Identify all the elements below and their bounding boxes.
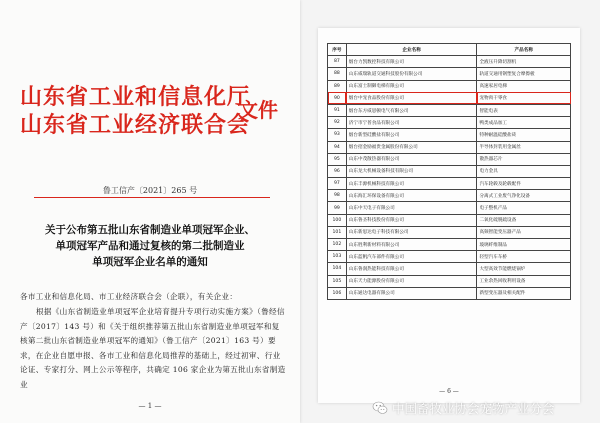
- table-row-highlighted: [328, 92, 571, 104]
- row-index: 102: [328, 239, 347, 251]
- header-company: 企业名称: [346, 44, 477, 56]
- row-index: 96: [328, 165, 347, 177]
- table-row: [328, 275, 571, 287]
- body-paragraph: 根据《山东省制造业单项冠军企业培育提升专项行动实施方案》（鲁经信产〔2017〕143 号）和《关于组织推荐第五批山东省制造业单项冠军和复核第二批山东省制造业单项冠军的通知》（鲁工信产〔2021〕163 号）要求，在企业自愿申报、各市工业和信息化局推荐的基础上，经过初审、行业论证、专家打分、网上公示等程序，共确定 106 家企业为第五批山东省制造业: [20, 307, 286, 389]
- row-company: 烟台力凯数控科技有限公司: [346, 56, 477, 68]
- row-product: 特种耐温硅酸盐砖: [477, 129, 571, 141]
- page-number-right: — 6 —: [439, 388, 459, 395]
- wechat-icon: [372, 400, 388, 416]
- document-header: [20, 84, 290, 144]
- row-company: 山东中天电子有限公司: [346, 202, 477, 214]
- table-row: [328, 226, 571, 238]
- table-row: [328, 80, 571, 92]
- row-product: 玻璃纤维制品: [477, 239, 571, 251]
- table-row: [328, 104, 571, 116]
- row-company: 山东丰源机械科技有限公司: [346, 178, 477, 190]
- row-index: 88: [328, 68, 347, 80]
- row-product: 高速家居电梯: [477, 80, 571, 92]
- row-index: 90: [328, 92, 347, 104]
- row-index: 91: [328, 104, 347, 116]
- table-row: [328, 165, 571, 177]
- row-product: 工业余热回收利用设备: [477, 275, 571, 287]
- row-product: 高频智能变压器产品: [477, 226, 571, 238]
- row-index: 100: [328, 214, 347, 226]
- row-index: 101: [328, 226, 347, 238]
- row-company: 烟台中宠食品股份有限公司: [346, 92, 477, 104]
- row-product: 半导体封装用金属丝: [477, 141, 571, 153]
- row-product: 电子整机产品: [477, 202, 571, 214]
- document-title-line-2: 单项冠军产品和通过复核的第二批制造业: [55, 240, 245, 252]
- row-index: 106: [328, 287, 347, 299]
- header-product: 产品名称: [477, 44, 571, 56]
- row-company: 山东天力能源股份有限公司: [346, 275, 477, 287]
- row-index: 104: [328, 263, 347, 275]
- row-company: 济宁市宁普食品有限公司: [346, 117, 477, 129]
- document-title-line-3: 单项冠军企业名单的通知: [92, 256, 208, 268]
- table-row: [328, 287, 571, 299]
- salutation: 各市工业和信息化局、市工业经济联合会（企联），有关企业：: [20, 292, 238, 301]
- row-index: 92: [328, 117, 347, 129]
- row-product: 智能电表: [477, 104, 571, 116]
- row-product: 轨道交通用钢塑复合摩擦板: [477, 68, 571, 80]
- header-divider: [34, 197, 270, 198]
- row-product: 轻型汽车车桥: [477, 251, 571, 263]
- row-company: 山东海汇环保设备有限公司: [346, 190, 477, 202]
- row-index: 99: [328, 202, 347, 214]
- row-company: 山东新思达电子科技有限公司: [346, 226, 477, 238]
- table-row: [328, 251, 571, 263]
- document-title-line-1: 关于公布第五批山东省制造业单项冠军企业、: [45, 224, 255, 236]
- row-index: 95: [328, 153, 347, 165]
- table-row: [328, 129, 571, 141]
- row-company: 山东中茂散热器有限公司: [346, 153, 477, 165]
- row-product: 全液压升降切割机: [477, 56, 571, 68]
- table-row: [328, 153, 571, 165]
- document-number: 鲁工信产〔2021〕265 号: [102, 186, 198, 195]
- table-row: [328, 190, 571, 202]
- row-product: 鸭类成品加工: [477, 117, 571, 129]
- row-company: 烟台新型硅酸盐有限公司: [346, 129, 477, 141]
- row-index: 87: [328, 56, 347, 68]
- row-company: 烟台招金励福贵金属股份有限公司: [346, 141, 477, 153]
- row-company: 山东鲁润热能科技有限公司: [346, 263, 477, 275]
- row-index: 94: [328, 141, 347, 153]
- row-index: 98: [328, 190, 347, 202]
- table-row: [328, 214, 571, 226]
- table-row: [328, 56, 571, 68]
- row-company: 山东鲁圣科技股份有限公司: [346, 214, 477, 226]
- row-product: 新型变压器及相关配件: [477, 287, 571, 299]
- row-index: 103: [328, 251, 347, 263]
- row-product: 电力金具: [477, 165, 571, 177]
- row-product: 二氧化硫脱硫设备: [477, 214, 571, 226]
- row-company: 山东胜利新材料有限公司: [346, 239, 477, 251]
- row-company: 山东蓝帆汽车部件有限公司: [346, 251, 477, 263]
- watermark: [372, 399, 555, 417]
- header-issuer-1: 山东省工业和信息化厅: [20, 84, 251, 110]
- page-number-left: — 1 —: [138, 402, 162, 410]
- table-row: [328, 239, 571, 251]
- row-company: 烟台东方威思顿电气有限公司: [346, 104, 477, 116]
- table-row: [328, 141, 571, 153]
- header-issuer-2: 山东省工业经济联合会: [20, 112, 251, 138]
- table-row: [328, 178, 571, 190]
- watermark-text: 中国畜牧业协会宠物产业分会: [392, 401, 555, 416]
- table-header-row: [328, 44, 571, 56]
- table-row: [328, 117, 571, 129]
- header-suffix: 文件: [238, 98, 278, 122]
- table-row: [328, 68, 571, 80]
- row-product: 散热器芯片: [477, 153, 571, 165]
- row-company: 山东威瑞轨道交通科技股份有限公司: [346, 68, 477, 80]
- row-product: 宠物肉干零食: [477, 92, 571, 104]
- row-index: 89: [328, 80, 347, 92]
- row-company: 山东龙大机械设备科技有限公司: [346, 165, 477, 177]
- row-company: 山东通达电器有限公司: [346, 287, 477, 299]
- row-product: 汽车轮毂及轮毂配件: [477, 178, 571, 190]
- company-list-page: [318, 28, 580, 403]
- row-product: 分离式工业废气净化设备: [477, 190, 571, 202]
- row-index: 97: [328, 178, 347, 190]
- table-row: [328, 263, 571, 275]
- row-index: 105: [328, 275, 347, 287]
- table-row: [328, 202, 571, 214]
- company-table: [327, 43, 571, 300]
- header-index: 序号: [328, 44, 347, 56]
- row-company: 山东富士制御电梯有限公司: [346, 80, 477, 92]
- row-product: 大型高效节能燃烧锅炉: [477, 263, 571, 275]
- row-index: 93: [328, 129, 347, 141]
